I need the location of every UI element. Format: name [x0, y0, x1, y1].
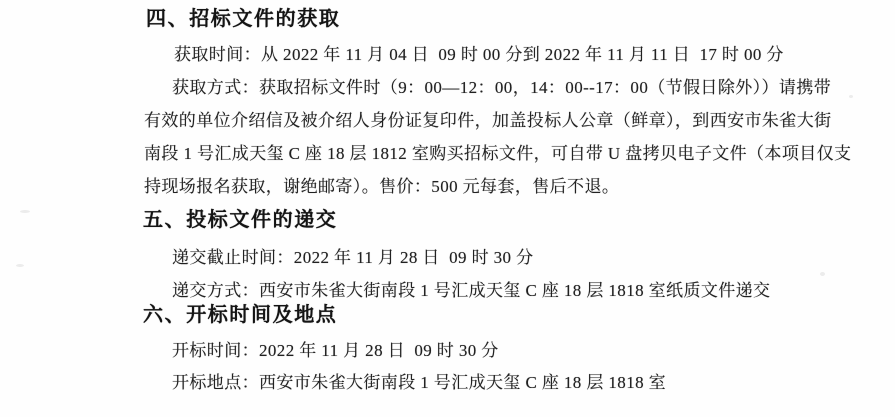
body-line-acquisition-method-cont2: 南段 1 号汇成天玺 C 座 18 层 1812 室购买招标文件，可自带 U 盘拷贝电子文件（本项目仅支	[144, 144, 852, 163]
section-heading-bid-opening: 六、开标时间及地点	[143, 304, 338, 326]
body-line-acquisition-method-cont1: 有效的单位介绍信及被介绍人身份证复印件，加盖投标人公章（鲜章），到西安市朱雀大街	[144, 111, 832, 130]
body-line-acquisition-method: 获取方式：获取招标文件时（9：00—12：00，14：00--17：00（节假日除外））请携带	[172, 78, 832, 97]
body-line-acquisition-method-cont3: 持现场报名获取，谢绝邮寄）。售价：500 元每套，售后不退。	[144, 177, 620, 196]
body-line-submission-method: 递交方式：西安市朱雀大街南段 1 号汇成天玺 C 座 18 层 1818 室纸质文件递交	[172, 281, 771, 300]
body-line-opening-time: 开标时间：2022 年 11 月 28 日 09 时 30 分	[172, 341, 499, 360]
body-line-opening-location: 开标地点：西安市朱雀大街南段 1 号汇成天玺 C 座 18 层 1818 室	[172, 373, 667, 392]
scan-artifact	[849, 95, 853, 98]
section-heading-tender-doc-acquisition: 四、招标文件的获取	[146, 8, 341, 30]
section-heading-bid-submission: 五、投标文件的递交	[143, 209, 338, 231]
scan-artifact	[16, 264, 24, 267]
body-line-acquisition-time: 获取时间：从 2022 年 11 月 04 日 09 时 00 分到 2022 年 11 月 11 日 17 时 00 分	[174, 45, 784, 64]
scan-artifact	[20, 210, 30, 213]
body-line-submission-deadline: 递交截止时间：2022 年 11 月 28 日 09 时 30 分	[172, 248, 534, 267]
scan-artifact	[820, 272, 825, 276]
